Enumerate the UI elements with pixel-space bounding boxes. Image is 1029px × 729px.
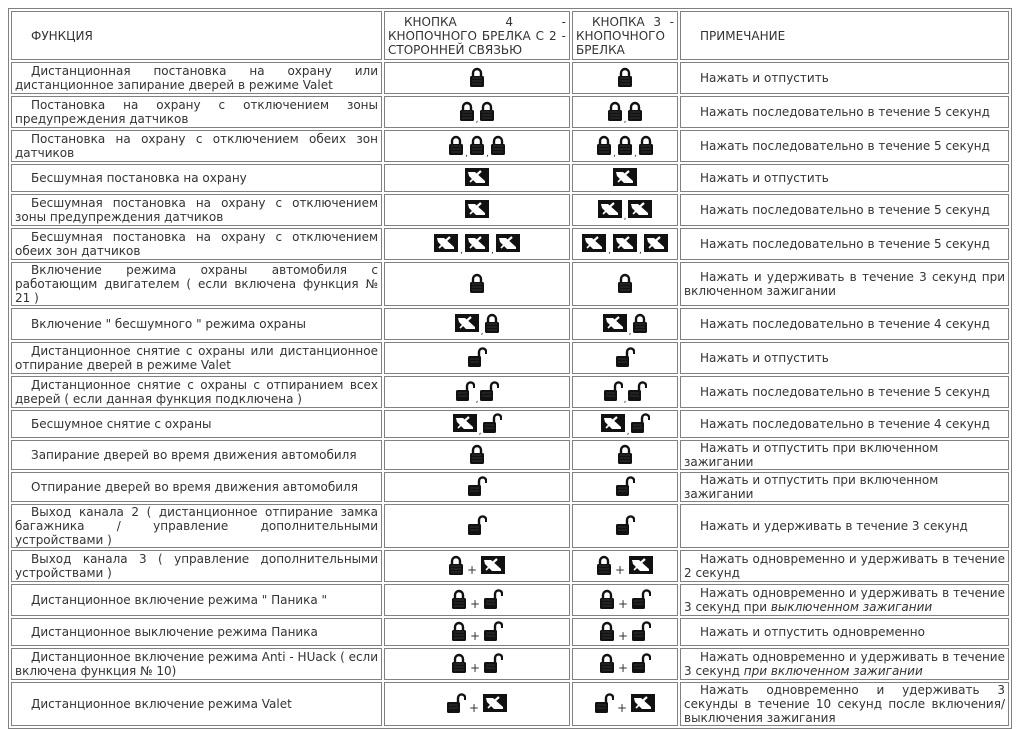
note-text: Нажать последовательно в течение 5 секунд (700, 385, 990, 399)
lock-icon (596, 134, 612, 159)
lock-icon (599, 588, 615, 613)
function-cell: Запирание дверей во время движения автомобиля (11, 440, 382, 470)
comma-separator: , (613, 148, 616, 159)
comma-separator: , (475, 394, 479, 405)
button-3-cell (572, 194, 678, 226)
unlock-icon (483, 652, 503, 677)
lock-icon (469, 443, 485, 468)
function-cell: Дистанционная постановка на охрану или дистанционное запирание дверей в режиме Valet (11, 62, 382, 94)
note-cell (680, 648, 1009, 680)
table-row (11, 504, 1009, 548)
lock-icon (596, 554, 612, 579)
button-4-cell (384, 648, 570, 680)
function-cell: Бесшумная постановка на охрану (11, 164, 382, 192)
table-row (11, 130, 1009, 162)
button-4-cell (384, 376, 570, 408)
header-row (11, 11, 1009, 60)
table-row (11, 472, 1009, 502)
mute-icon (464, 233, 490, 256)
unlock-icon (594, 692, 614, 717)
mute-icon (643, 233, 669, 256)
note-emphasis: при включенном зажигании (743, 664, 923, 678)
comma-separator: , (639, 245, 642, 256)
button-3-cell (572, 472, 678, 502)
lock-icon (617, 443, 633, 468)
note-text: Нажать последовательно в течение 5 секунд (700, 237, 990, 251)
button-3-cell (572, 164, 678, 192)
note-text: Нажать и отпустить при включенном зажигании (684, 473, 939, 501)
unlock-icon (615, 514, 635, 539)
unlock-icon (479, 380, 499, 405)
note-cell (680, 440, 1009, 470)
note-cell (680, 130, 1009, 162)
plus-sign: + (616, 701, 628, 715)
note-text: Нажать последовательно в течение 5 секунд (700, 203, 990, 217)
note-cell (680, 228, 1009, 260)
lock-icon (627, 100, 643, 125)
note-cell (680, 262, 1009, 306)
button-4-cell (384, 96, 570, 128)
note-cell (680, 96, 1009, 128)
button-3-cell (572, 96, 678, 128)
lock-icon (638, 134, 654, 159)
button-3-cell (572, 550, 678, 582)
comma-separator: , (623, 394, 627, 405)
plus-sign: + (617, 661, 629, 675)
note-text: Нажать и отпустить одновременно (700, 625, 925, 639)
note-text: Нажать последовательно в течение 4 секунд (700, 417, 990, 431)
lock-icon (448, 554, 464, 579)
function-cell: Дистанционное включение режима " Паника " (11, 584, 382, 616)
mute-icon (612, 233, 638, 256)
unlock-icon (467, 475, 487, 500)
table-row (11, 342, 1009, 374)
function-cell: Дистанционное снятие с охраны с отпиранием всех дверей ( если данная функция подключена ) (11, 376, 382, 408)
table-row (11, 262, 1009, 306)
plus-sign: + (617, 629, 629, 643)
button-3-cell (572, 584, 678, 616)
unlock-icon (630, 412, 650, 437)
note-text: Нажать одновременно и удерживать 3 секунды в течение 10 секунд после включения/выключения зажигания (684, 683, 1005, 725)
lock-icon (469, 272, 485, 297)
function-cell: Отпирание дверей во время движения автомобиля (11, 472, 382, 502)
mute-icon (480, 555, 506, 578)
note-text: Нажать последовательно в течение 5 секунд (700, 105, 990, 119)
unlock-icon (482, 412, 502, 437)
note-emphasis: выключенном зажигании (770, 600, 933, 614)
button-4-cell (384, 504, 570, 548)
button-4-cell (384, 472, 570, 502)
function-cell: Включение " бесшумного " режима охраны (11, 308, 382, 340)
button-4-cell (384, 440, 570, 470)
table-row (11, 550, 1009, 582)
button-4-cell (384, 308, 570, 340)
table-row (11, 648, 1009, 680)
table-row (11, 618, 1009, 646)
unlock-icon (631, 620, 651, 645)
button-3-cell (572, 62, 678, 94)
button-4-cell (384, 618, 570, 646)
note-cell (680, 410, 1009, 438)
note-cell (680, 550, 1009, 582)
lock-icon (632, 312, 648, 337)
unlock-icon (631, 652, 651, 677)
button-4-cell (384, 164, 570, 192)
comma-separator: , (491, 245, 494, 256)
button-3-cell (572, 308, 678, 340)
header-button-3: КНОПКА 3 - КНОПОЧНОГО БРЕЛКА (572, 11, 678, 60)
plus-sign: + (469, 597, 481, 611)
button-4-cell (384, 130, 570, 162)
note-cell (680, 618, 1009, 646)
unlock-icon (627, 380, 647, 405)
button-3-cell (572, 410, 678, 438)
mute-icon (627, 199, 653, 222)
lock-icon (617, 66, 633, 91)
mute-icon (454, 313, 480, 336)
mute-icon (612, 167, 638, 190)
button-3-cell (572, 504, 678, 548)
function-cell: Постановка на охрану с отключением зоны предупреждения датчиков (11, 96, 382, 128)
unlock-icon (615, 346, 635, 371)
button-4-cell (384, 62, 570, 94)
lock-icon (451, 620, 467, 645)
unlock-icon (603, 380, 623, 405)
function-cell: Дистанционное включение режима Valet (11, 682, 382, 726)
button-3-cell (572, 682, 678, 726)
note-text: Нажать и отпустить (700, 351, 829, 365)
mute-icon (602, 313, 628, 336)
lock-icon (459, 100, 475, 125)
note-text: Нажать одновременно и удерживать в течение 3 секунд (684, 650, 1005, 678)
button-4-cell (384, 194, 570, 226)
comma-separator: , (634, 148, 637, 159)
comma-separator: , (460, 245, 463, 256)
mute-icon (600, 413, 626, 436)
unlock-icon (446, 692, 466, 717)
functions-table (8, 8, 1012, 729)
table-row (11, 194, 1009, 226)
comma-separator: , (475, 114, 479, 125)
mute-icon (464, 167, 490, 190)
comma-separator: , (478, 426, 482, 437)
lock-icon (490, 134, 506, 159)
lock-icon (607, 100, 623, 125)
lock-icon (451, 588, 467, 613)
button-4-cell (384, 342, 570, 374)
table-row (11, 682, 1009, 726)
button-4-cell (384, 228, 570, 260)
comma-separator: , (480, 326, 484, 337)
note-cell (680, 194, 1009, 226)
button-3-cell (572, 376, 678, 408)
lock-icon (484, 312, 500, 337)
note-text: Нажать последовательно в течение 4 секунд (700, 317, 990, 331)
header-note: ПРИМЕЧАНИЕ (680, 11, 1009, 60)
comma-separator: , (623, 114, 627, 125)
plus-sign: + (617, 597, 629, 611)
note-text: Нажать и удерживать в течение 3 секунд (700, 519, 968, 533)
button-3-cell (572, 342, 678, 374)
comma-separator: , (626, 426, 630, 437)
function-cell: Выход канала 2 ( дистанционное отпирание замка багажника / управление дополнительными устройствами ) (11, 504, 382, 548)
note-cell (680, 584, 1009, 616)
lock-icon (617, 272, 633, 297)
table-row (11, 440, 1009, 470)
button-3-cell (572, 228, 678, 260)
button-4-cell (384, 410, 570, 438)
unlock-icon (483, 588, 503, 613)
lock-icon (599, 620, 615, 645)
lock-icon (448, 134, 464, 159)
plus-sign: + (469, 629, 481, 643)
table-row (11, 410, 1009, 438)
button-3-cell (572, 130, 678, 162)
unlock-icon (455, 380, 475, 405)
table-row (11, 308, 1009, 340)
lock-icon (469, 134, 485, 159)
note-cell (680, 682, 1009, 726)
button-4-cell (384, 550, 570, 582)
mute-icon (581, 233, 607, 256)
lock-icon (599, 652, 615, 677)
function-cell: Дистанционное снятие с охраны или дистанционное отпирание дверей в режиме Valet (11, 342, 382, 374)
header-button-4: КНОПКА 4 - КНОПОЧНОГО БРЕЛКА С 2 - СТОРОННЕЙ СВЯЗЬЮ (384, 11, 570, 60)
note-cell (680, 62, 1009, 94)
comma-separator: , (608, 245, 611, 256)
function-cell: Бесшумное снятие с охраны (11, 410, 382, 438)
note-cell (680, 376, 1009, 408)
mute-icon (433, 233, 459, 256)
note-text: Нажать одновременно и удерживать в течение 3 секунд при (684, 586, 1005, 614)
note-cell (680, 504, 1009, 548)
header-function: ФУНКЦИЯ (11, 11, 382, 60)
note-text: Нажать и отпустить (700, 171, 829, 185)
mute-icon (482, 693, 508, 716)
table-row (11, 376, 1009, 408)
plus-sign: + (466, 563, 478, 577)
note-text: Нажать и удерживать в течение 3 секунд при включенном зажигании (684, 270, 1005, 298)
note-cell (680, 472, 1009, 502)
function-cell: Выход канала 3 ( управление дополнительными устройствами ) (11, 550, 382, 582)
button-4-cell (384, 584, 570, 616)
function-cell: Дистанционное выключение режима Паника (11, 618, 382, 646)
button-4-cell (384, 682, 570, 726)
note-text: Нажать последовательно в течение 5 секунд (700, 139, 990, 153)
function-cell: Постановка на охрану с отключением обеих зон датчиков (11, 130, 382, 162)
function-cell: Включение режима охраны автомобиля с работающим двигателем ( если включена функция № 21 ) (11, 262, 382, 306)
button-4-cell (384, 262, 570, 306)
note-cell (680, 308, 1009, 340)
table-row (11, 584, 1009, 616)
lock-icon (451, 652, 467, 677)
mute-icon (495, 233, 521, 256)
note-text: Нажать и отпустить при включенном зажигании (684, 441, 939, 469)
unlock-icon (631, 588, 651, 613)
button-3-cell (572, 618, 678, 646)
button-3-cell (572, 440, 678, 470)
unlock-icon (615, 475, 635, 500)
mute-icon (628, 555, 654, 578)
note-cell (680, 342, 1009, 374)
mute-icon (630, 693, 656, 716)
button-3-cell (572, 648, 678, 680)
mute-icon (464, 199, 490, 222)
unlock-icon (467, 514, 487, 539)
table-row (11, 164, 1009, 192)
plus-sign: + (468, 701, 480, 715)
note-text: Нажать и отпустить (700, 71, 829, 85)
table-row (11, 96, 1009, 128)
unlock-icon (483, 620, 503, 645)
table-body (11, 62, 1009, 726)
comma-separator: , (486, 148, 489, 159)
comma-separator: , (623, 211, 627, 222)
function-cell: Дистанционное включение режима Anti - HUack ( если включена функция № 10) (11, 648, 382, 680)
comma-separator: , (628, 326, 632, 337)
table-row (11, 228, 1009, 260)
comma-separator: , (465, 148, 468, 159)
button-3-cell (572, 262, 678, 306)
plus-sign: + (614, 563, 626, 577)
plus-sign: + (469, 661, 481, 675)
function-cell: Бесшумная постановка на охрану с отключением зоны предупреждения датчиков (11, 194, 382, 226)
lock-icon (617, 134, 633, 159)
lock-icon (469, 66, 485, 91)
mute-icon (452, 413, 478, 436)
note-text: Нажать одновременно и удерживать в течение 2 секунд (684, 552, 1005, 580)
unlock-icon (467, 346, 487, 371)
function-cell: Бесшумная постановка на охрану с отключением обеих зон датчиков (11, 228, 382, 260)
note-cell (680, 164, 1009, 192)
table-row (11, 62, 1009, 94)
lock-icon (479, 100, 495, 125)
mute-icon (597, 199, 623, 222)
